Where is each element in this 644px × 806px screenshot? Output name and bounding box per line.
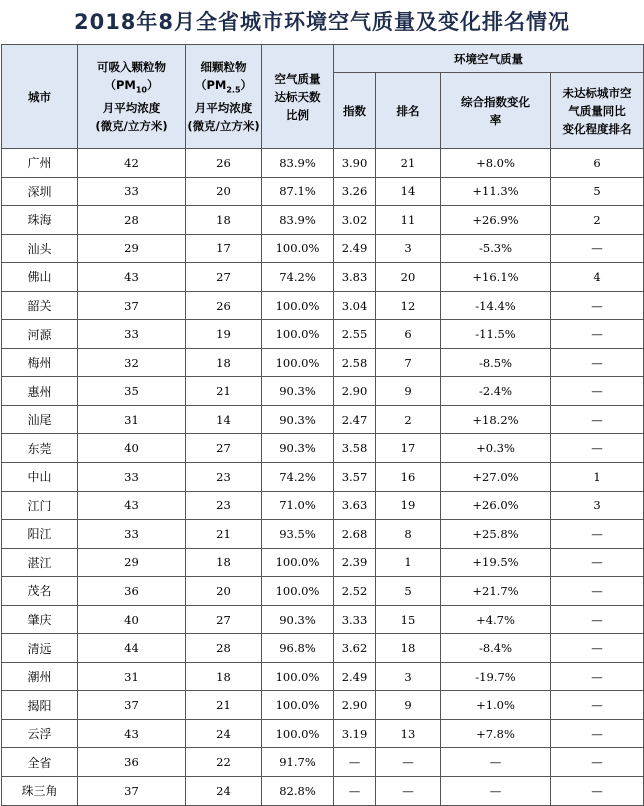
cell-pm10: 36 — [78, 748, 186, 777]
cell-change: +8.0% — [441, 149, 551, 178]
cell-ratio: 90.3% — [262, 605, 334, 634]
cell-city: 茂名 — [2, 577, 78, 606]
cell-change: +11.3% — [441, 177, 551, 206]
cell-ratio: 83.9% — [262, 206, 334, 235]
cell-rank: 14 — [376, 177, 441, 206]
header-nonattain — [551, 73, 644, 149]
cell-ratio: 100.0% — [262, 548, 334, 577]
cell-rank: 5 — [376, 577, 441, 606]
cell-city: 湛江 — [2, 548, 78, 577]
cell-nonattain: 3 — [551, 491, 644, 520]
cell-index: 3.62 — [334, 634, 376, 663]
header-city: 城市 — [2, 45, 78, 149]
cell-rank: — — [376, 748, 441, 777]
header-pm10-line1: 可吸入颗粒物 — [97, 59, 166, 74]
cell-nonattain: — — [551, 605, 644, 634]
cell-rank: 17 — [376, 434, 441, 463]
cell-city: 佛山 — [2, 263, 78, 292]
cell-change: -14.4% — [441, 291, 551, 320]
cell-pm25: 21 — [186, 377, 262, 406]
cell-pm25: 14 — [186, 405, 262, 434]
cell-nonattain: — — [551, 405, 644, 434]
cell-pm25: 18 — [186, 662, 262, 691]
header-pm10-paren: ） — [147, 77, 159, 92]
cell-rank: 13 — [376, 719, 441, 748]
cell-nonattain: — — [551, 548, 644, 577]
cell-rank: 18 — [376, 634, 441, 663]
cell-nonattain: — — [551, 348, 644, 377]
cell-rank: 3 — [376, 662, 441, 691]
cell-nonattain: — — [551, 777, 644, 806]
header-ratio-line3: 比例 — [286, 107, 309, 122]
cell-pm10: 31 — [78, 662, 186, 691]
table-row — [2, 206, 644, 235]
cell-change: -11.5% — [441, 320, 551, 349]
cell-index: 2.55 — [334, 320, 376, 349]
cell-pm10: 33 — [78, 463, 186, 492]
cell-city: 东莞 — [2, 434, 78, 463]
cell-pm25: 19 — [186, 320, 262, 349]
cell-index: 3.19 — [334, 719, 376, 748]
header-pm25-pm: （PM — [194, 77, 227, 92]
cell-ratio: 83.9% — [262, 149, 334, 178]
cell-pm25: 18 — [186, 548, 262, 577]
cell-city: 阳江 — [2, 520, 78, 549]
cell-city: 汕尾 — [2, 405, 78, 434]
cell-ratio: 100.0% — [262, 662, 334, 691]
header-pm10-pm: （PM — [104, 77, 136, 92]
cell-change: +21.7% — [441, 577, 551, 606]
cell-change: -19.7% — [441, 662, 551, 691]
header-env-group: 环境空气质量 — [334, 45, 644, 73]
cell-city: 揭阳 — [2, 691, 78, 720]
cell-index: 2.90 — [334, 377, 376, 406]
cell-pm10: 40 — [78, 605, 186, 634]
cell-city: 清远 — [2, 634, 78, 663]
cell-pm10: 37 — [78, 291, 186, 320]
cell-pm10: 44 — [78, 634, 186, 663]
cell-index: 2.52 — [334, 577, 376, 606]
cell-change: — — [441, 748, 551, 777]
cell-city: 全省 — [2, 748, 78, 777]
cell-pm10: 28 — [78, 206, 186, 235]
cell-rank: 8 — [376, 520, 441, 549]
cell-index: 2.49 — [334, 662, 376, 691]
header-nonattain-line2: 气质量同比 — [568, 103, 626, 118]
table-row — [2, 520, 644, 549]
cell-rank: 7 — [376, 348, 441, 377]
cell-pm25: 20 — [186, 177, 262, 206]
cell-pm10: 32 — [78, 348, 186, 377]
cell-pm25: 18 — [186, 206, 262, 235]
cell-rank: 9 — [376, 377, 441, 406]
cell-pm25: 24 — [186, 777, 262, 806]
cell-pm10: 40 — [78, 434, 186, 463]
cell-rank: 20 — [376, 263, 441, 292]
cell-change: +26.9% — [441, 206, 551, 235]
table-row — [2, 263, 644, 292]
cell-index: 3.58 — [334, 434, 376, 463]
header-pm10-line3: 月平均浓度 — [102, 101, 161, 116]
cell-rank: 9 — [376, 691, 441, 720]
cell-nonattain: — — [551, 634, 644, 663]
cell-ratio: 100.0% — [262, 320, 334, 349]
table-row — [2, 662, 644, 691]
cell-change: — — [441, 777, 551, 806]
cell-change: -8.4% — [441, 634, 551, 663]
cell-index: 2.58 — [334, 348, 376, 377]
table-row — [2, 577, 644, 606]
header-pm10 — [78, 45, 186, 149]
header-pm25-sub: 2.5 — [226, 85, 241, 95]
cell-nonattain: — — [551, 577, 644, 606]
page-title: 2018年8月全省城市环境空气质量及变化排名情况 — [73, 10, 571, 34]
cell-change: +27.0% — [441, 463, 551, 492]
header-change-line2: 率 — [489, 112, 502, 127]
table-row — [2, 548, 644, 577]
table-row — [2, 149, 644, 178]
header-pm25-line1: 细颗粒物 — [200, 59, 247, 74]
header-ratio — [262, 45, 334, 149]
cell-nonattain: 5 — [551, 177, 644, 206]
cell-nonattain: — — [551, 234, 644, 263]
cell-pm25: 21 — [186, 691, 262, 720]
cell-pm10: 35 — [78, 377, 186, 406]
cell-index: 2.68 — [334, 520, 376, 549]
cell-ratio: 90.3% — [262, 405, 334, 434]
cell-change: +7.8% — [441, 719, 551, 748]
cell-ratio: 74.2% — [262, 463, 334, 492]
cell-change: -8.5% — [441, 348, 551, 377]
cell-pm10: 33 — [78, 320, 186, 349]
cell-nonattain: — — [551, 520, 644, 549]
cell-rank: 19 — [376, 491, 441, 520]
cell-pm10: 31 — [78, 405, 186, 434]
cell-city: 广州 — [2, 149, 78, 178]
cell-change: -5.3% — [441, 234, 551, 263]
cell-nonattain: — — [551, 662, 644, 691]
cell-ratio: 100.0% — [262, 291, 334, 320]
header-pm25-paren: ） — [240, 77, 253, 92]
cell-city: 汕头 — [2, 234, 78, 263]
cell-index: 3.02 — [334, 206, 376, 235]
header-pm25-line2 — [186, 76, 261, 99]
cell-index: 3.26 — [334, 177, 376, 206]
air-quality-table — [1, 44, 644, 806]
cell-pm10: 29 — [78, 234, 186, 263]
cell-ratio: 91.7% — [262, 748, 334, 777]
table-row — [2, 405, 644, 434]
cell-index: — — [334, 777, 376, 806]
cell-city: 深圳 — [2, 177, 78, 206]
cell-ratio: 96.8% — [262, 634, 334, 663]
table-row — [2, 291, 644, 320]
table-row — [2, 691, 644, 720]
table-row — [2, 777, 644, 806]
cell-index: 3.90 — [334, 149, 376, 178]
table-row — [2, 634, 644, 663]
header-nonattain-line3: 变化程度排名 — [562, 121, 632, 136]
cell-pm25: 23 — [186, 463, 262, 492]
cell-ratio: 90.3% — [262, 377, 334, 406]
table-row — [2, 234, 644, 263]
header-pm10-sub: 10 — [135, 85, 147, 95]
header-change-line1: 综合指数变化 — [461, 94, 530, 109]
cell-ratio: 87.1% — [262, 177, 334, 206]
cell-rank: 12 — [376, 291, 441, 320]
cell-city: 韶关 — [2, 291, 78, 320]
table-row — [2, 491, 644, 520]
cell-city: 惠州 — [2, 377, 78, 406]
table-body — [2, 149, 644, 806]
cell-pm10: 43 — [78, 491, 186, 520]
table-row — [2, 320, 644, 349]
cell-pm10: 42 — [78, 149, 186, 178]
cell-ratio: 100.0% — [262, 348, 334, 377]
cell-ratio: 71.0% — [262, 491, 334, 520]
cell-index: 3.33 — [334, 605, 376, 634]
cell-rank: — — [376, 777, 441, 806]
cell-pm25: 20 — [186, 577, 262, 606]
cell-ratio: 82.8% — [262, 777, 334, 806]
table-row — [2, 463, 644, 492]
table-row — [2, 348, 644, 377]
cell-city: 珠海 — [2, 206, 78, 235]
cell-index: — — [334, 748, 376, 777]
cell-index: 3.04 — [334, 291, 376, 320]
header-pm25-line4: (微克/立方米) — [187, 119, 260, 134]
cell-nonattain: 2 — [551, 206, 644, 235]
cell-rank: 2 — [376, 405, 441, 434]
cell-nonattain: — — [551, 691, 644, 720]
header-pm10-line4: (微克/立方米) — [95, 119, 168, 134]
cell-change: +4.7% — [441, 605, 551, 634]
cell-pm25: 26 — [186, 291, 262, 320]
table-row — [2, 377, 644, 406]
cell-pm10: 36 — [78, 577, 186, 606]
cell-rank: 21 — [376, 149, 441, 178]
cell-city: 江门 — [2, 491, 78, 520]
cell-city: 云浮 — [2, 719, 78, 748]
cell-pm25: 27 — [186, 434, 262, 463]
cell-pm25: 27 — [186, 263, 262, 292]
cell-change: +0.3% — [441, 434, 551, 463]
cell-rank: 11 — [376, 206, 441, 235]
table-row — [2, 434, 644, 463]
cell-city: 梅州 — [2, 348, 78, 377]
cell-nonattain: 6 — [551, 149, 644, 178]
cell-index: 3.63 — [334, 491, 376, 520]
cell-change: +19.5% — [441, 548, 551, 577]
cell-nonattain: — — [551, 748, 644, 777]
cell-pm25: 26 — [186, 149, 262, 178]
cell-pm10: 33 — [78, 520, 186, 549]
cell-change: +18.2% — [441, 405, 551, 434]
cell-pm10: 43 — [78, 263, 186, 292]
cell-ratio: 74.2% — [262, 263, 334, 292]
cell-rank: 16 — [376, 463, 441, 492]
cell-nonattain: 4 — [551, 263, 644, 292]
cell-city: 潮州 — [2, 662, 78, 691]
cell-rank: 15 — [376, 605, 441, 634]
cell-pm25: 21 — [186, 520, 262, 549]
cell-change: +1.0% — [441, 691, 551, 720]
cell-ratio: 93.5% — [262, 520, 334, 549]
header-ratio-line1: 空气质量 — [274, 71, 321, 86]
cell-pm10: 33 — [78, 177, 186, 206]
cell-pm10: 37 — [78, 777, 186, 806]
cell-index: 2.90 — [334, 691, 376, 720]
table-row — [2, 748, 644, 777]
header-pm25-line3: 月平均浓度 — [194, 101, 253, 116]
cell-index: 2.49 — [334, 234, 376, 263]
cell-nonattain: — — [551, 434, 644, 463]
cell-nonattain: — — [551, 719, 644, 748]
header-pm10-line2 — [78, 76, 185, 99]
header-change — [441, 73, 551, 149]
cell-rank: 3 — [376, 234, 441, 263]
table-row — [2, 719, 644, 748]
cell-index: 2.47 — [334, 405, 376, 434]
cell-pm10: 29 — [78, 548, 186, 577]
cell-index: 2.39 — [334, 548, 376, 577]
header-pm25 — [186, 45, 262, 149]
header-index: 指数 — [334, 73, 376, 149]
cell-pm25: 24 — [186, 719, 262, 748]
cell-pm25: 22 — [186, 748, 262, 777]
cell-ratio: 100.0% — [262, 234, 334, 263]
cell-pm10: 43 — [78, 719, 186, 748]
cell-ratio: 100.0% — [262, 719, 334, 748]
cell-city: 珠三角 — [2, 777, 78, 806]
cell-nonattain: — — [551, 291, 644, 320]
header-nonattain-line1: 未达标城市空 — [562, 85, 632, 100]
cell-ratio: 100.0% — [262, 577, 334, 606]
cell-pm25: 23 — [186, 491, 262, 520]
cell-nonattain: — — [551, 377, 644, 406]
cell-index: 3.57 — [334, 463, 376, 492]
cell-change: +16.1% — [441, 263, 551, 292]
cell-pm25: 17 — [186, 234, 262, 263]
cell-change: -2.4% — [441, 377, 551, 406]
cell-pm10: 37 — [78, 691, 186, 720]
cell-change: +26.0% — [441, 491, 551, 520]
cell-pm25: 28 — [186, 634, 262, 663]
cell-pm25: 18 — [186, 348, 262, 377]
table-row — [2, 605, 644, 634]
cell-ratio: 90.3% — [262, 434, 334, 463]
header-rank: 排名 — [376, 73, 441, 149]
table-row — [2, 177, 644, 206]
cell-city: 肇庆 — [2, 605, 78, 634]
cell-rank: 1 — [376, 548, 441, 577]
cell-city: 河源 — [2, 320, 78, 349]
cell-change: +25.8% — [441, 520, 551, 549]
cell-nonattain: 1 — [551, 463, 644, 492]
cell-ratio: 100.0% — [262, 691, 334, 720]
cell-index: 3.83 — [334, 263, 376, 292]
header-ratio-line2: 达标天数 — [274, 89, 321, 104]
cell-nonattain: — — [551, 320, 644, 349]
cell-pm25: 27 — [186, 605, 262, 634]
cell-city: 中山 — [2, 463, 78, 492]
cell-rank: 6 — [376, 320, 441, 349]
